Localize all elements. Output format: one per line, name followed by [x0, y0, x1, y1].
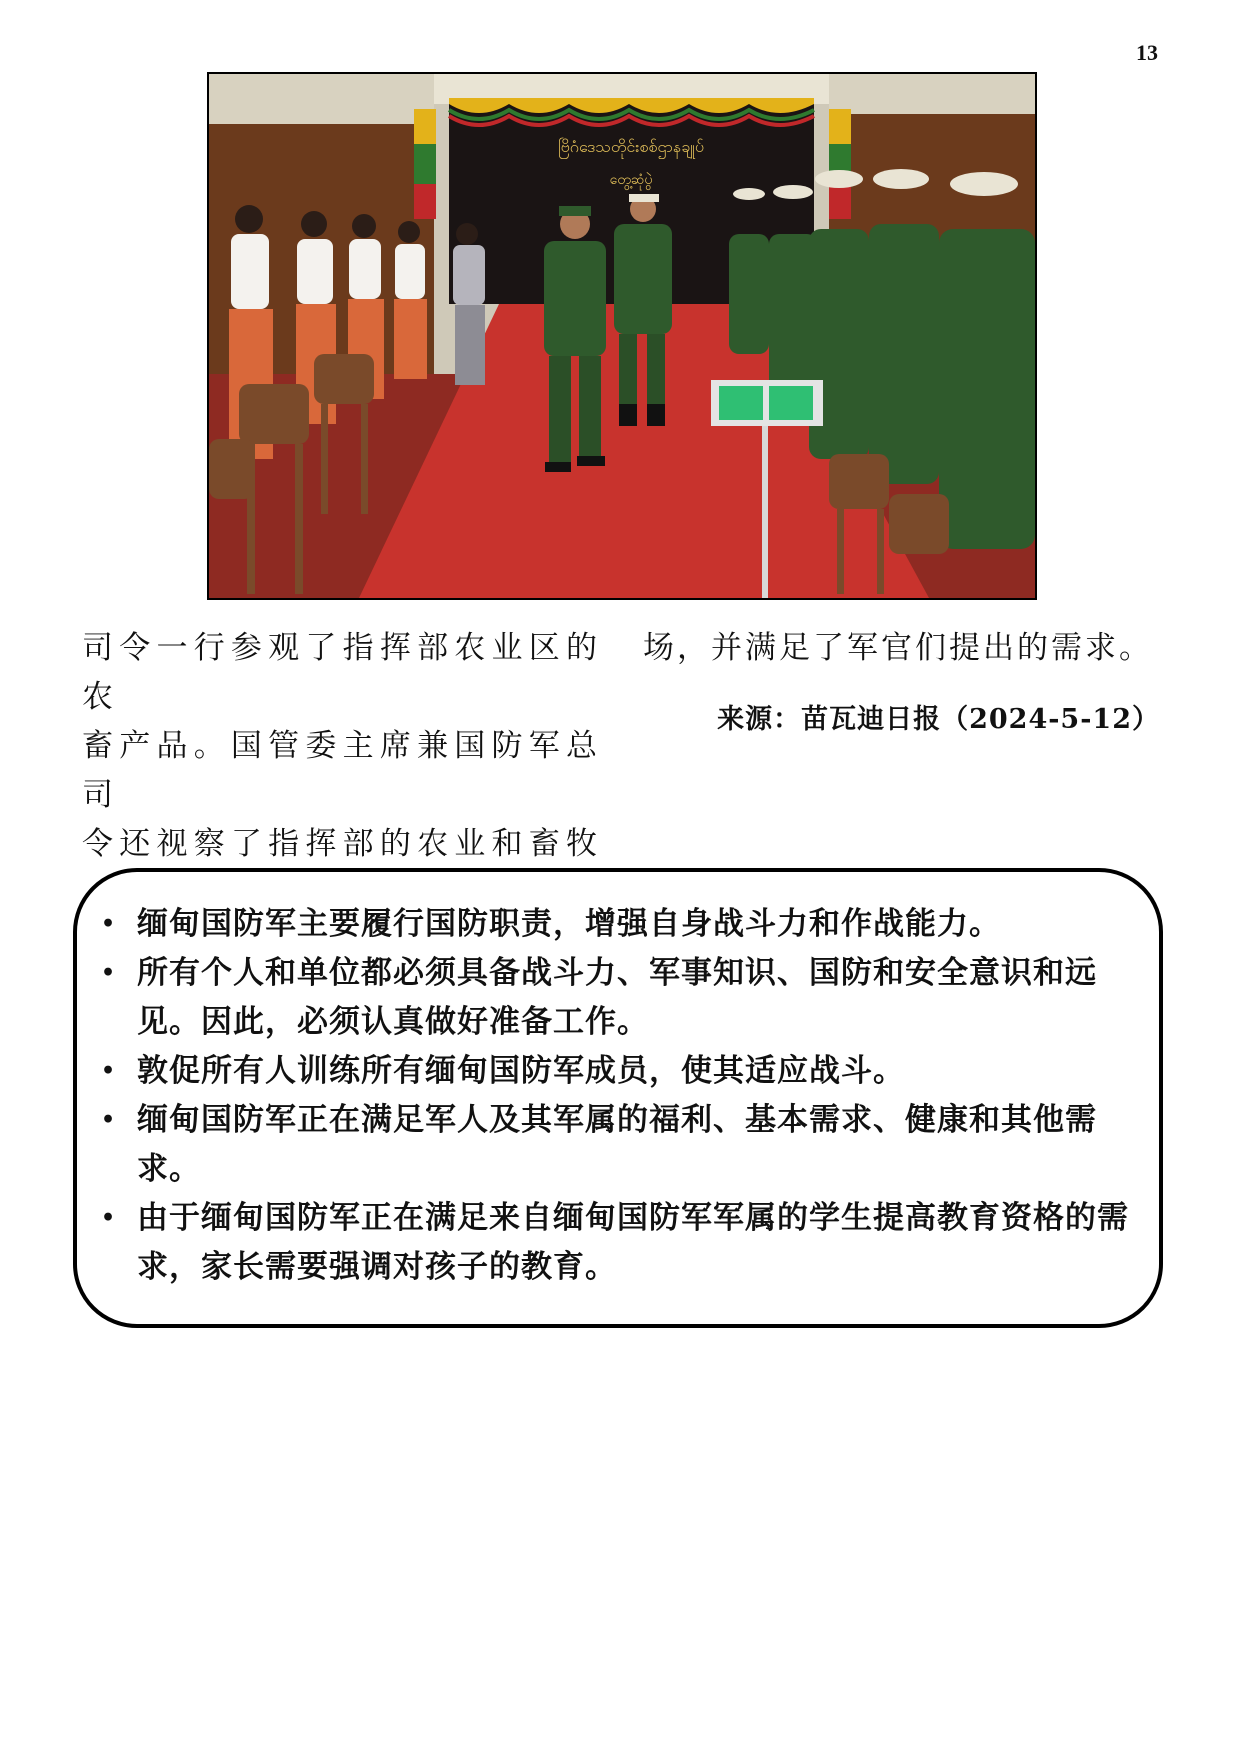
source-citation: 来源：苗瓦迪日报（2024-5-12） — [717, 704, 1160, 735]
banner-line-2: တွေ့ဆုံပွဲ — [609, 172, 653, 188]
key-point — [101, 1047, 1139, 1096]
bullet-icon: • — [101, 960, 117, 986]
article-left-column — [82, 624, 602, 869]
bullet-icon: • — [101, 1058, 117, 1084]
key-point-text: 敦促所有人训练所有缅甸国防军成员，使其适应战斗。 — [137, 1053, 905, 1089]
key-point — [101, 1096, 1139, 1194]
key-point — [101, 949, 1139, 1047]
key-point — [101, 1194, 1139, 1292]
article-line: 令还视察了指挥部的农业和畜牧 — [82, 826, 602, 862]
bullet-icon: • — [101, 911, 117, 937]
key-point-text: 所有个人和单位都必须具备战斗力、军事知识、国防和安全意识和远见。因此，必须认真做好准备工作。 — [137, 955, 1097, 1040]
key-points-box — [73, 868, 1163, 1328]
key-point-text: 缅甸国防军正在满足军人及其军属的福利、基本需求、健康和其他需求。 — [137, 1102, 1097, 1187]
key-point — [101, 900, 1139, 949]
key-point-text: 缅甸国防军主要履行国防职责，增强自身战斗力和作战能力。 — [137, 906, 1001, 942]
news-photo — [207, 72, 1037, 600]
article-right-line: 场，并满足了军官们提出的需求。 — [643, 630, 1153, 666]
key-point-text: 由于缅甸国防军正在满足来自缅甸国防军军属的学生提高教育资格的需求，家长需要强调对孩子的教育。 — [137, 1200, 1129, 1285]
article-line: 畜产品。国管委主席兼国防军总司 — [82, 728, 602, 813]
page-number: 13 — [1136, 40, 1158, 65]
banner-line-1: ဗြိဂံဒေသတိုင်းစစ်ဌာနချုပ် — [557, 137, 705, 156]
bullet-icon: • — [101, 1205, 117, 1231]
article-line: 司令一行参观了指挥部农业区的农 — [82, 630, 602, 715]
bullet-icon: • — [101, 1107, 117, 1133]
